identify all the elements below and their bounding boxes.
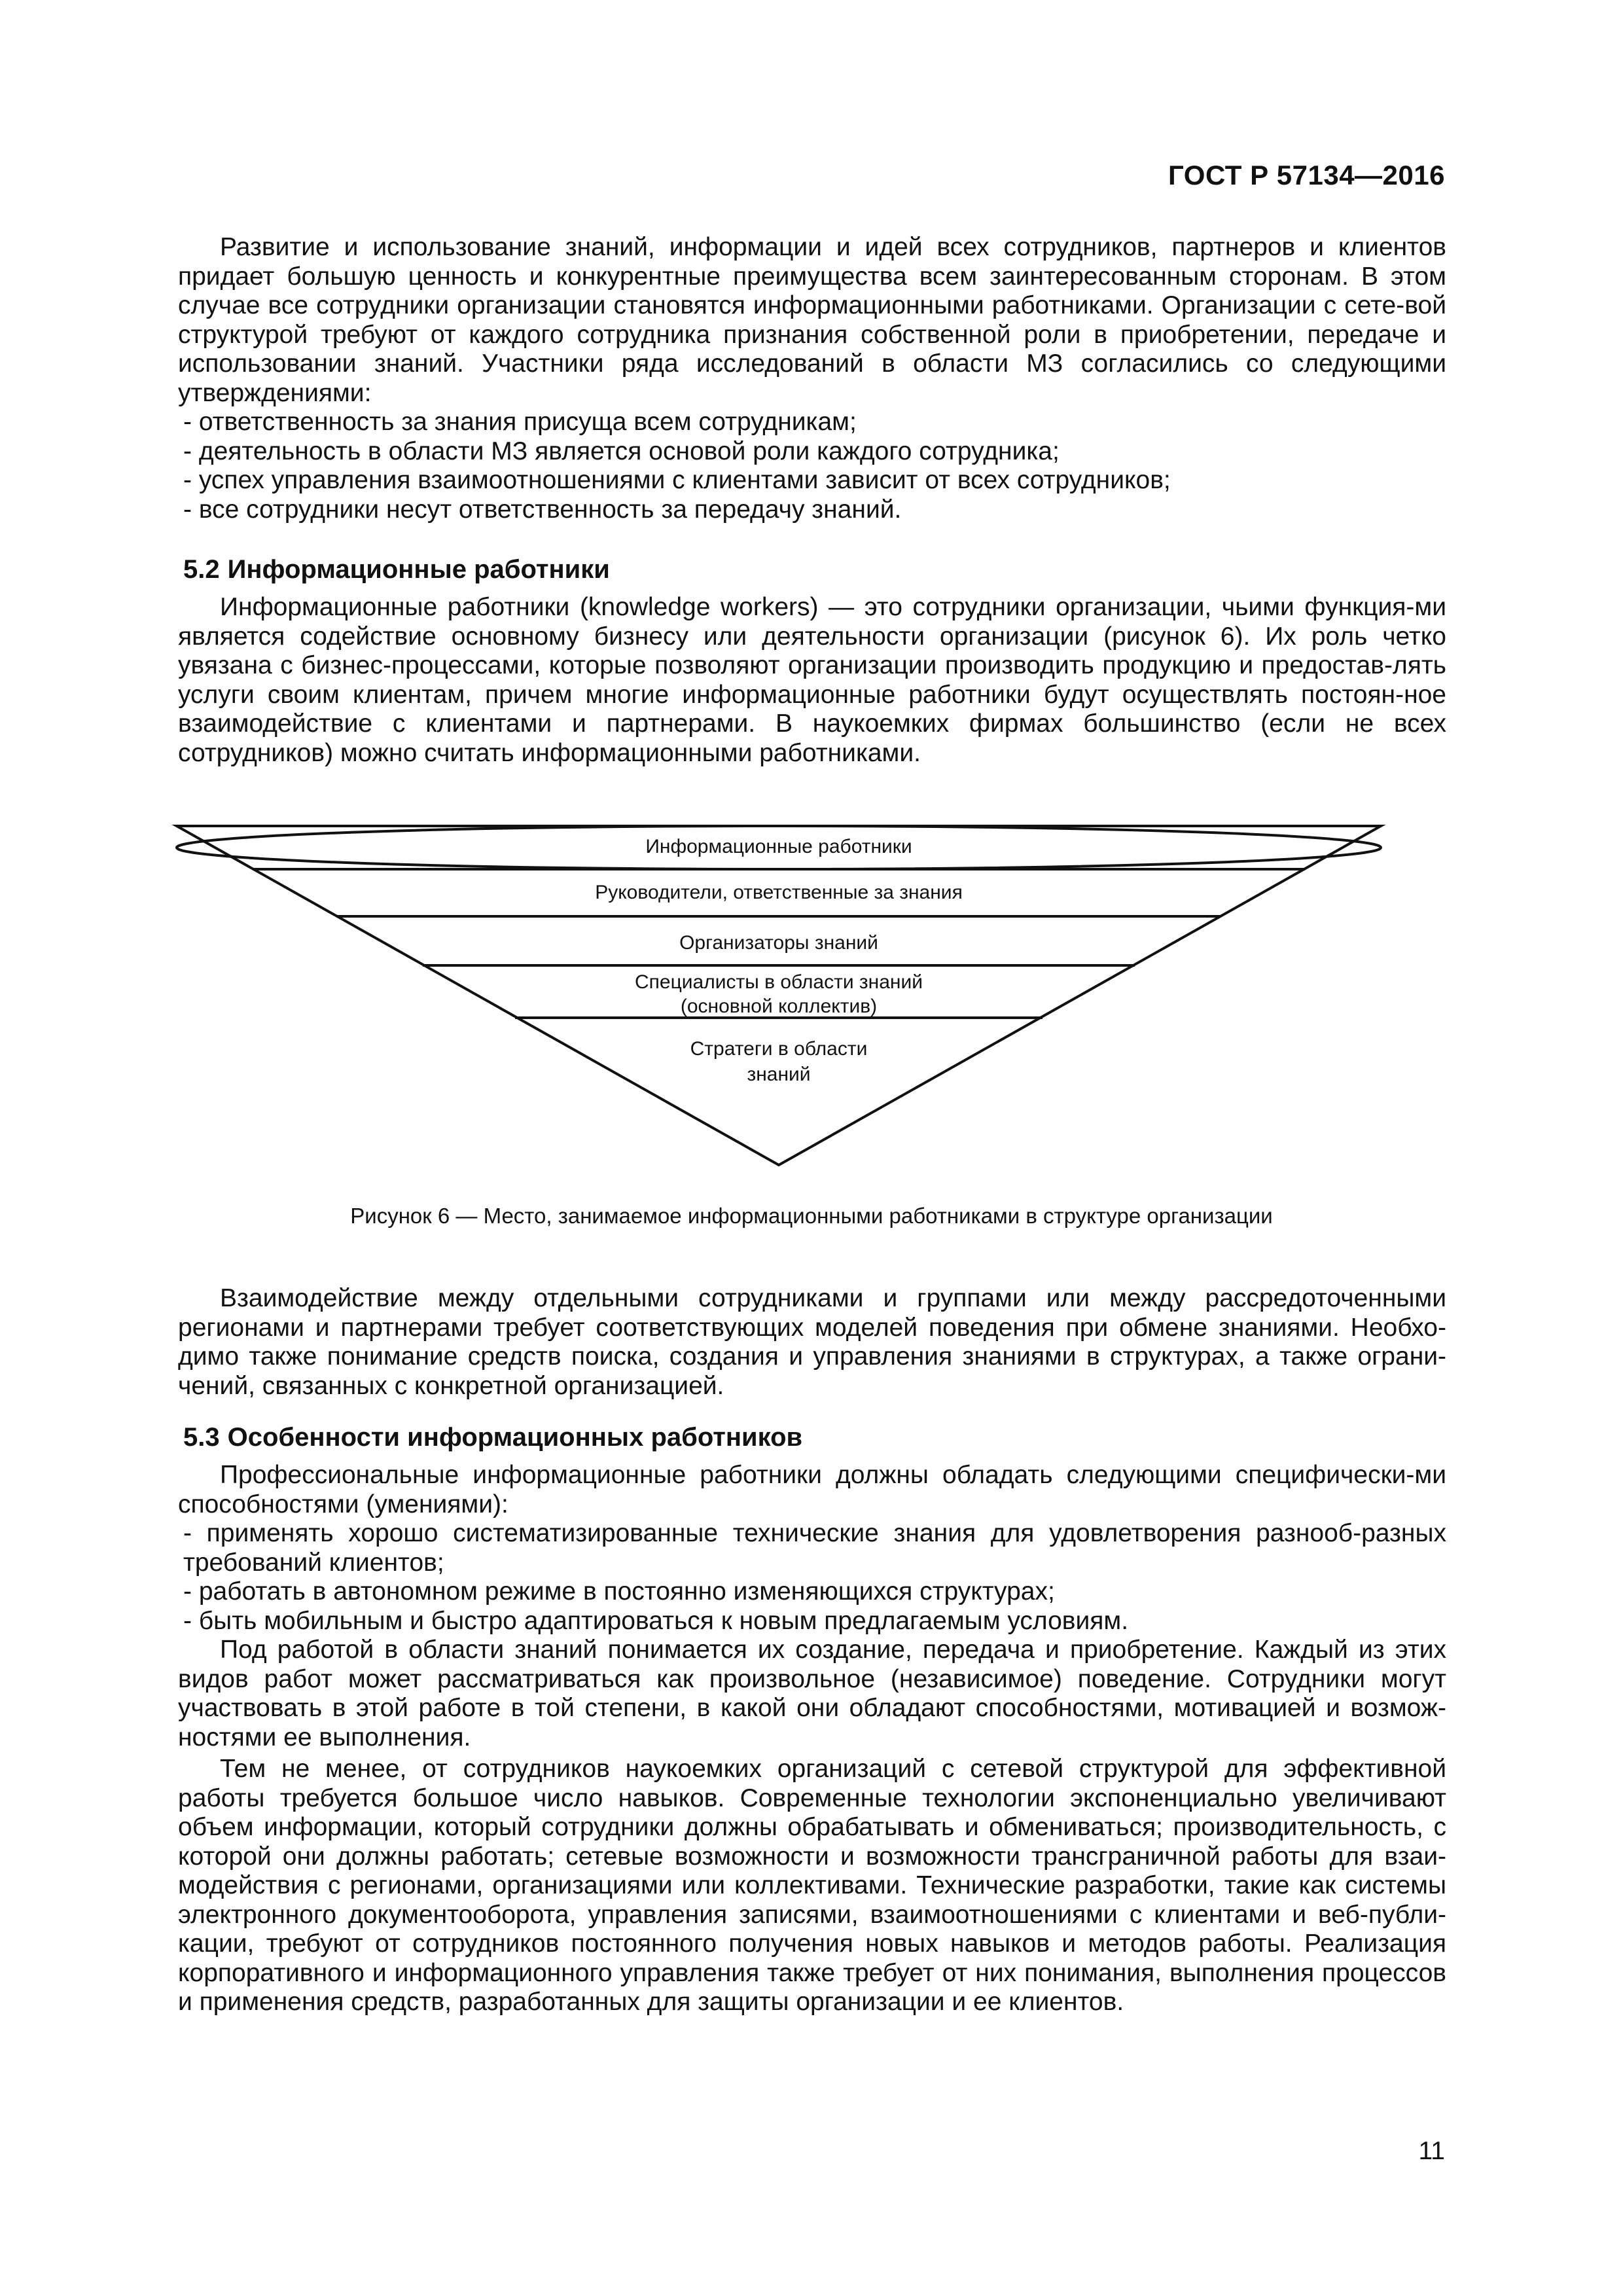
list-item: - успех управления взаимоотношениями с клиентами зависит от всех сотрудников;	[178, 466, 1446, 495]
level-knowledge-specialists: Специалисты в области знаний	[634, 971, 923, 993]
list-item: - ответственность за знания присуща всем сотрудникам;	[178, 408, 1446, 437]
level-knowledge-strategists-sub: знаний	[747, 1064, 811, 1085]
list-item: - деятельность в области МЗ является основой роли каждого сотрудника;	[178, 437, 1446, 467]
section-5-3-paragraph-1: Профессиональные информационные работники должны обладать следующими специфически-ми способностями (умениями):	[178, 1461, 1446, 1518]
list-item: - все сотрудники несут ответственность за передачу знаний.	[178, 495, 1446, 525]
section-5-2	[178, 552, 1446, 768]
section-number: 5.2	[183, 555, 220, 584]
list-item: - применять хорошо систематизированные технические знания для удовлетворения разнооб-разных требований клиентов;	[178, 1519, 1446, 1577]
intro-section	[178, 233, 1446, 524]
section-5-3-paragraph-3: Тем не менее, от сотрудников наукоемких организаций с сетевой структурой для эффективной работы требуется большое число навыков. Современные технологии экспоненциально увеличивают объем информации, который сотрудники должны обрабатывать и обмениваться; производительность, с которой они должны работать; сетевые возможности и возможности трансграничной работы для взаи-модействия с регионами, организациями или коллективами. Технические разработки, такие как системы электронного документооборота, управления записями, взаимоотношениями с клиентами и веб-публи-кации, требуют от сотрудников постоянного получения новых навыков и методов работы. Реализация корпоративного и информационного управления также требует от них понимания, выполнения процессов и применения средств, разработанных для защиты организации и ее клиентов.	[178, 1755, 1446, 2016]
section-heading	[178, 552, 1446, 586]
figure-caption: Рисунок 6 — Место, занимаемое информационными работниками в структуре организации	[350, 1204, 1273, 1228]
level-knowledge-organizers: Организаторы знаний	[679, 932, 878, 954]
after-figure-section	[178, 1284, 1446, 1401]
section-5-3	[178, 1420, 1446, 2017]
figure-6-diagram	[164, 812, 1394, 1178]
list-item: - быть мобильным и быстро адаптироваться к новым предлагаемым условиям.	[178, 1607, 1446, 1636]
section-title: Особенности информационных работников	[227, 1423, 803, 1452]
section-5-3-list	[178, 1519, 1446, 1636]
section-number: 5.3	[183, 1423, 220, 1452]
section-5-3-paragraph-2: Под работой в области знаний понимается их создание, передача и приобретение. Каждый из этих видов работ может рассматриваться как произвольное (независимое) поведение. Сотрудники могут участвовать в этой работе в той степени, в какой они обладают способностями, мотивацией и возмож-ностями ее выполнения.	[178, 1636, 1446, 1751]
section-heading	[178, 1420, 1446, 1454]
page-number: 11	[1418, 2137, 1445, 2165]
section-5-2-paragraph: Информационные работники (knowledge workers) — это сотрудники организации, чьими функция-ми является содействие основному бизнесу или деятельности организации (рисунок 6). Их роль четко увязана с бизнес-процессами, которые позволяют организации производить продукцию и предостав-лять услуги своим клиентам, причем многие информационные работники будут осуществлять постоян-ное взаимодействие с клиентами и партнерами. В наукоемких фирмах большинство (если не всех сотрудников) можно считать информационными работниками.	[178, 593, 1446, 767]
after-figure-paragraph: Взаимодействие между отдельными сотрудниками и группами или между рассредоточенными регионами и партнерами требует соответствующих моделей поведения при обмене знаниями. Необхо-димо также понимание средств поиска, создания и управления знаниями в структурах, а также ограни-чений, связанных с конкретной организацией.	[178, 1284, 1446, 1400]
level-knowledge-managers: Руководители, ответственные за знания	[595, 882, 963, 903]
level-knowledge-specialists-sub: (основной коллектив)	[680, 996, 878, 1017]
level-knowledge-workers: Информационные работники	[645, 836, 912, 857]
document-id: ГОСТ Р 57134—2016	[1168, 160, 1445, 190]
level-knowledge-strategists: Стратеги в области	[690, 1038, 868, 1060]
list-item: - работать в автономном режиме в постоянно изменяющихся структурах;	[178, 1577, 1446, 1607]
intro-list	[178, 408, 1446, 524]
inverted-pyramid-diagram	[164, 812, 1394, 1178]
section-title: Информационные работники	[227, 555, 610, 584]
intro-paragraph: Развитие и использование знаний, информации и идей всех сотрудников, партнеров и клиентов придает большую ценность и конкурентные преимущества всем заинтересованным сторонам. В этом случае все сотрудники организации становятся информационными работниками. Организации с сете-вой структурой требуют от каждого сотрудника признания собственной роли в приобретении, передаче и использовании знаний. Участники ряда исследований в области МЗ согласились со следующими утверждениями:	[178, 233, 1446, 407]
